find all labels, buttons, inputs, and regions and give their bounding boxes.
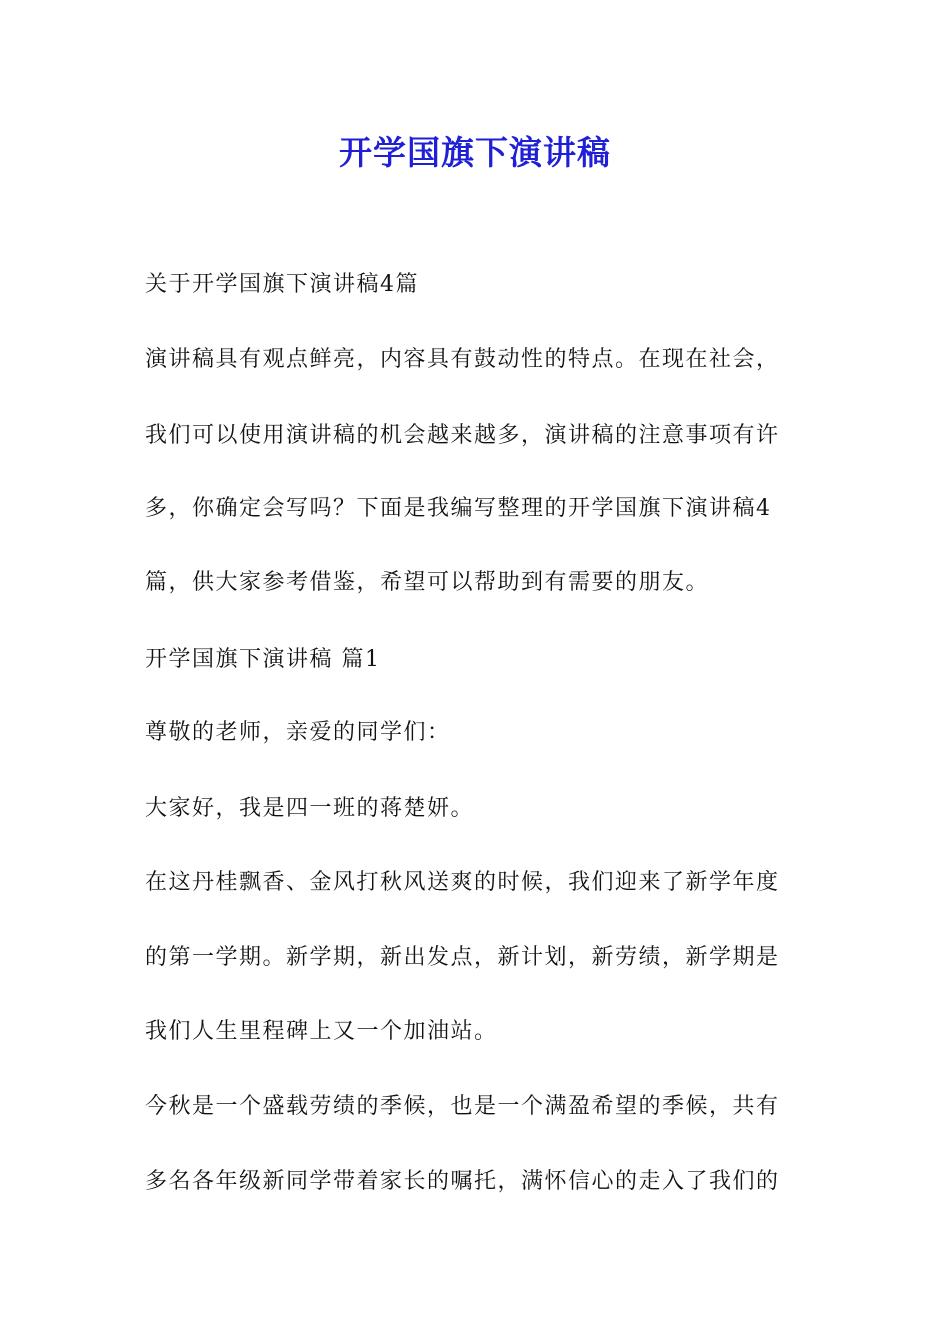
body-line: 今秋是一个盛载劳绩的季候，也是一个满盈希望的季候，共有 xyxy=(145,1094,780,1119)
body-line: 演讲稿具有观点鲜亮，内容具有鼓动性的特点。在现在社会， xyxy=(145,347,780,372)
body-line: 多，你确定会写吗？下面是我编写整理的开学国旗下演讲稿4 xyxy=(145,496,772,521)
body-line: 的第一学期。新学期，新出发点，新计划，新劳绩，新学期是 xyxy=(145,945,780,970)
body-line: 我们可以使用演讲稿的机会越来越多，演讲稿的注意事项有许 xyxy=(145,423,780,448)
subtitle-line: 关于开学国旗下演讲稿4篇 xyxy=(145,272,419,297)
salutation-line: 尊敬的老师，亲爱的同学们： xyxy=(145,720,451,745)
body-line: 在这丹桂飘香、金风打秋风送爽的时候，我们迎来了新学年度 xyxy=(145,870,780,895)
body-line: 多名各年级新同学带着家长的嘱托，满怀信心的走入了我们的 xyxy=(145,1169,780,1194)
document-title: 开学国旗下演讲稿 xyxy=(339,133,611,172)
section-heading: 开学国旗下演讲稿 篇1 xyxy=(145,647,381,672)
body-line: 大家好，我是四一班的蒋楚妍。 xyxy=(145,796,475,821)
body-line: 篇，供大家参考借鉴，希望可以帮助到有需要的朋友。 xyxy=(145,570,710,595)
body-line: 我们人生里程碑上又一个加油站。 xyxy=(145,1019,498,1044)
